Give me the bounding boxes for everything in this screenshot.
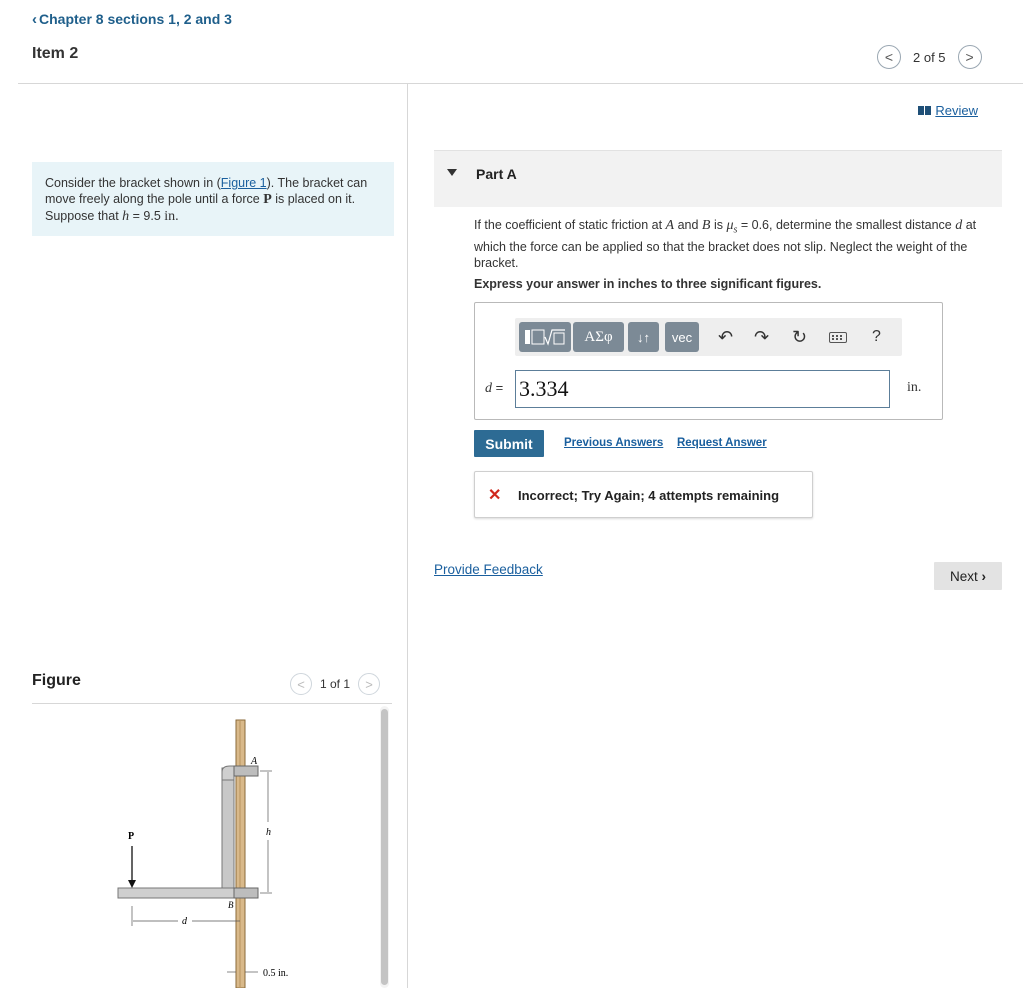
figure-pager-text: 1 of 1: [320, 677, 351, 691]
answer-variable-label: [485, 380, 503, 397]
question-text: [474, 217, 1004, 271]
contact-block-b: [234, 888, 258, 898]
item-pager: [877, 44, 982, 70]
item-title: Item 2: [32, 45, 79, 62]
question-fragment: If the coefficient of static friction at: [474, 218, 666, 232]
figure-divider: [32, 703, 392, 704]
bracket-vertical-arm: [222, 768, 234, 896]
previous-figure-button[interactable]: [290, 673, 312, 695]
templates-button[interactable]: [519, 322, 571, 352]
problem-text: is placed on it. Suppose that: [45, 192, 356, 223]
problem-text: Consider the bracket shown in (: [45, 176, 221, 190]
book-icon: [918, 106, 931, 115]
redo-icon[interactable]: ↷: [754, 327, 770, 347]
review-label: Review: [935, 103, 978, 118]
review-link[interactable]: [918, 103, 978, 118]
help-button[interactable]: ?: [872, 328, 881, 345]
question-fragment: and: [674, 218, 702, 232]
mu-symbol: μ: [726, 218, 734, 233]
answer-instruction: Express your answer in inches to three significant figures.: [474, 277, 822, 291]
figure-pager: [290, 673, 380, 695]
chevron-left-icon: <: [297, 676, 305, 692]
problem-statement: [32, 162, 394, 236]
h-label: h: [266, 827, 271, 838]
next-label: Next: [949, 568, 978, 584]
point-b-symbol: B: [701, 218, 711, 233]
feedback-message: Incorrect; Try Again; 4 attempts remaining: [518, 488, 780, 503]
answer-unit: in.: [907, 380, 922, 395]
part-title: Part A: [476, 166, 517, 182]
h-unit: in.: [164, 209, 179, 224]
undo-icon[interactable]: ↶: [718, 327, 734, 347]
d-symbol: d: [955, 218, 963, 233]
question-fragment: is: [710, 218, 727, 232]
previous-item-button[interactable]: [877, 45, 901, 69]
problem-text: ). The bracket can move freely along the pole until a force: [45, 176, 368, 206]
part-a-header[interactable]: [434, 150, 1002, 207]
request-answer-link[interactable]: Request Answer: [677, 437, 767, 449]
chevron-left-icon: <: [884, 49, 894, 65]
answer-input[interactable]: [515, 370, 890, 408]
force-symbol: P: [263, 192, 272, 207]
bracket-horizontal-arm: [118, 888, 246, 898]
templates-icon: [523, 327, 567, 347]
greek-symbols-button[interactable]: ΑΣφ: [573, 322, 624, 352]
next-figure-button[interactable]: [358, 673, 380, 695]
bracket-figure: [100, 710, 320, 988]
reset-icon[interactable]: ↻: [792, 327, 808, 347]
incorrect-x-icon: ✕: [488, 487, 502, 504]
force-arrow-head: [128, 880, 136, 888]
point-a-symbol: A: [665, 218, 675, 233]
thickness-label: 0.5 in.: [263, 968, 289, 979]
mu-subscript: s: [733, 224, 738, 236]
swap-arrows-button[interactable]: ↓↑: [628, 322, 659, 352]
figure-scrollbar-thumb[interactable]: [381, 709, 388, 985]
item-pager-text: 2 of 5: [913, 49, 946, 65]
vector-button[interactable]: vec: [665, 322, 699, 352]
h-symbol: h: [122, 209, 130, 224]
breadcrumb-label: Chapter 8 sections 1, 2 and 3: [39, 11, 232, 27]
next-button[interactable]: [934, 562, 1002, 590]
submit-button[interactable]: Submit: [474, 430, 544, 457]
breadcrumb-chapter-link[interactable]: [32, 11, 232, 28]
next-item-button[interactable]: [958, 45, 982, 69]
chevron-left-icon: ‹: [32, 11, 37, 28]
force-label: P: [128, 831, 135, 842]
figure-link[interactable]: Figure 1: [220, 176, 267, 190]
answer-variable: d: [485, 381, 492, 396]
contact-block-a: [234, 766, 258, 776]
previous-answers-link[interactable]: Previous Answers: [564, 437, 664, 449]
h-value: = 9.5: [129, 209, 165, 223]
question-fragment: at which the force can be applied so that the bracket does not slip. Neglect the weight of the bracket.: [474, 218, 977, 270]
chevron-right-icon: ›: [981, 568, 987, 584]
chevron-right-icon: >: [965, 49, 974, 65]
header-divider: [18, 83, 1023, 84]
caret-down-icon[interactable]: [447, 169, 457, 176]
chevron-right-icon: >: [365, 676, 373, 692]
figure-title: Figure: [32, 672, 81, 689]
equals-sign: =: [492, 380, 504, 395]
point-a-label: A: [251, 756, 258, 767]
keyboard-icon[interactable]: [829, 332, 847, 343]
column-divider: [407, 83, 408, 988]
point-b-label: B: [228, 900, 234, 910]
question-fragment: = 0.6, determine the smallest distance: [737, 218, 956, 232]
provide-feedback-link[interactable]: Provide Feedback: [434, 562, 543, 577]
d-label: d: [182, 916, 187, 927]
